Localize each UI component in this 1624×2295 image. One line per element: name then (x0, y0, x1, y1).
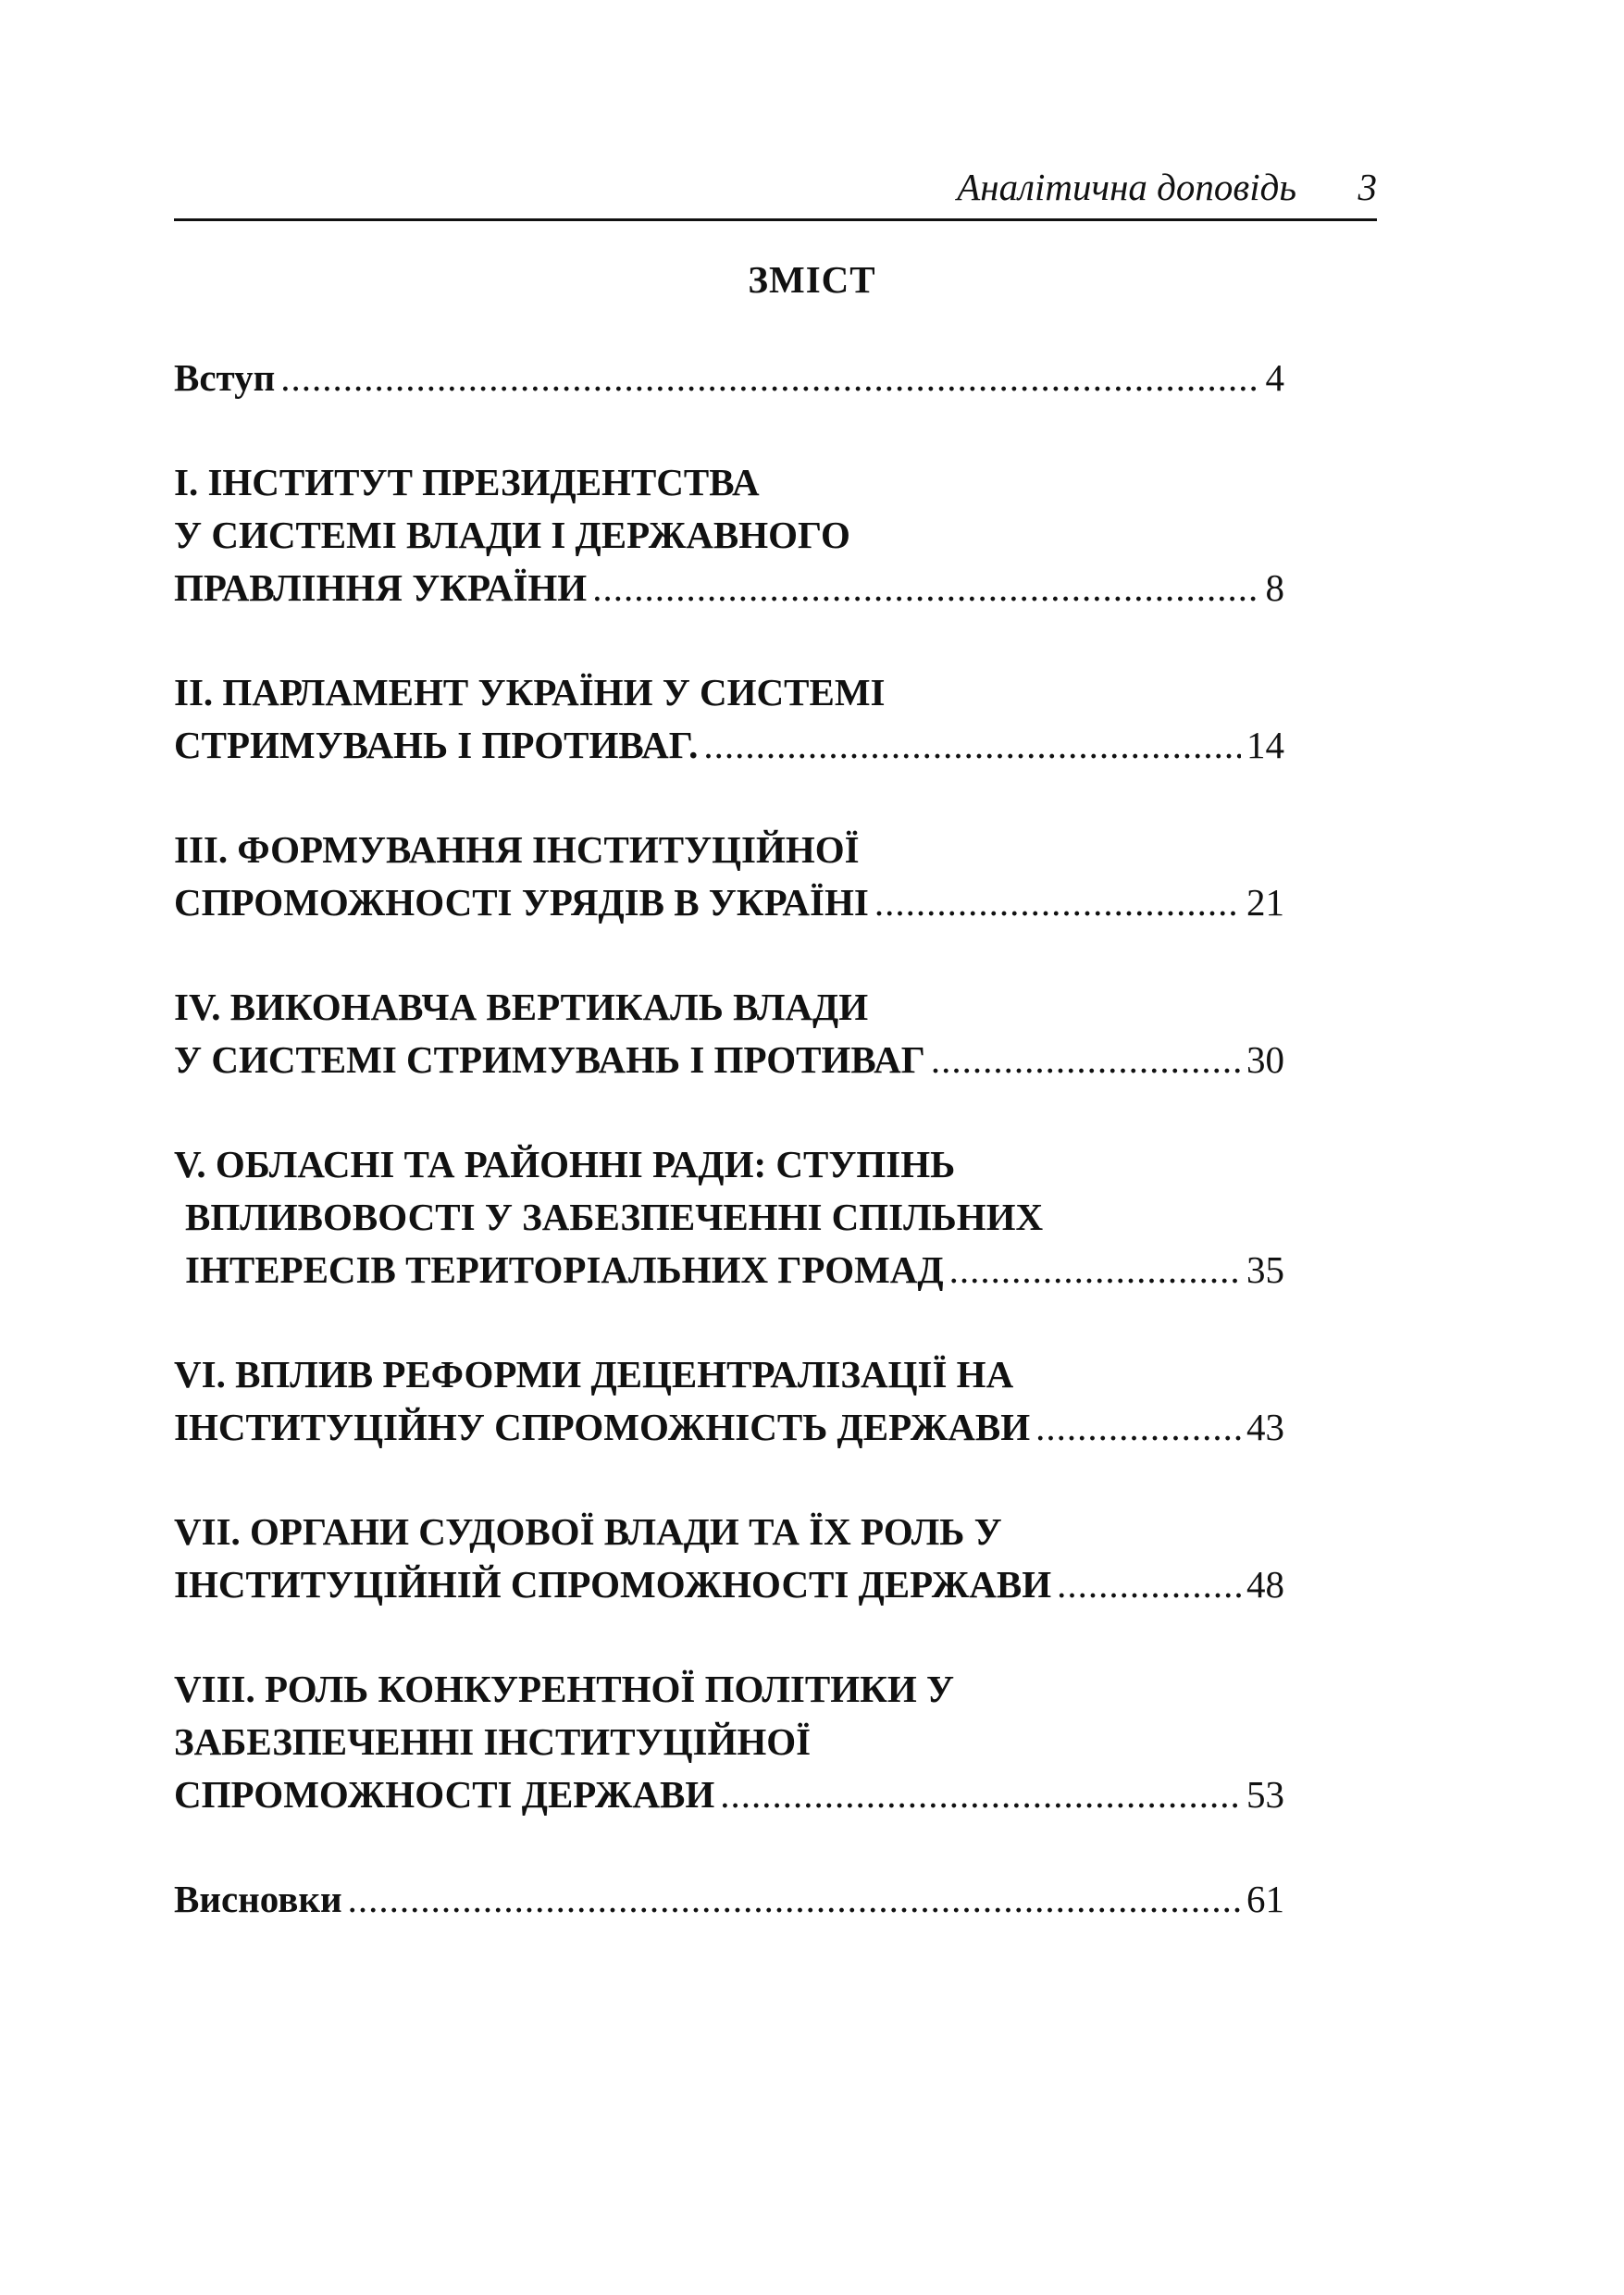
toc-entry-label: СТРИМУВАНЬ І ПРОТИВАГ. (174, 724, 699, 766)
running-header (174, 165, 1377, 220)
toc-entry-label: СПРОМОЖНОСТІ ДЕРЖАВИ (174, 1773, 715, 1816)
toc-entry-section-8[interactable] (174, 1663, 1284, 1821)
toc-page-number: 30 (1246, 1038, 1284, 1081)
toc-entry-line: VIII. РОЛЬ КОНКУРЕНТНОЇ ПОЛІТИКИ У (174, 1668, 955, 1710)
dot-leader (931, 1034, 1241, 1086)
dot-leader (592, 562, 1259, 614)
toc-entry-line: V. ОБЛАСНІ ТА РАЙОННІ РАДИ: СТУПІНЬ (174, 1143, 956, 1185)
toc-title: ЗМІСТ (748, 258, 876, 301)
dot-leader (703, 719, 1241, 772)
dot-leader (348, 1873, 1241, 1926)
toc-entry-line: VI. ВПЛИВ РЕФОРМИ ДЕЦЕНТРАЛІЗАЦІЇ НА (174, 1353, 1014, 1396)
toc-entry-section-7[interactable] (174, 1506, 1284, 1611)
toc-page-number: 14 (1246, 724, 1284, 766)
toc-entry-line: ВПЛИВОВОСТІ У ЗАБЕЗПЕЧЕННІ СПІЛЬНИХ (185, 1196, 1044, 1238)
toc-entry-label: ІНСТИТУЦІЙНУ СПРОМОЖНІСТЬ ДЕРЖАВИ (174, 1406, 1031, 1448)
toc-page-number: 48 (1246, 1563, 1284, 1606)
header-page-number: 3 (1357, 166, 1377, 208)
dot-leader (280, 352, 1259, 404)
toc-entry-line: IV. ВИКОНАВЧА ВЕРТИКАЛЬ ВЛАДИ (174, 986, 869, 1028)
toc-page-number: 43 (1246, 1406, 1284, 1448)
dot-leader (874, 876, 1241, 929)
header-title: Аналітична доповідь (957, 166, 1296, 208)
toc-entry-label: Висновки (174, 1878, 342, 1920)
toc-entry-label: Вступ (174, 356, 276, 399)
toc-entry-line: І. ІНСТИТУТ ПРЕЗИДЕНТСТВА (174, 461, 760, 503)
toc-page-number: 61 (1246, 1878, 1284, 1920)
toc-entry-line: ЗАБЕЗПЕЧЕННІ ІНСТИТУЦІЙНОЇ (174, 1720, 812, 1763)
toc-entry-line: ІІІ. ФОРМУВАННЯ ІНСТИТУЦІЙНОЇ (174, 828, 860, 871)
toc-entry-line: ІІ. ПАРЛАМЕНТ УКРАЇНИ У СИСТЕМІ (174, 671, 886, 713)
toc-entry-section-6[interactable] (174, 1348, 1284, 1454)
toc-entry-intro[interactable] (174, 352, 1284, 404)
toc-entry-label: ІНТЕРЕСІВ ТЕРИТОРІАЛЬНИХ ГРОМАД (185, 1248, 944, 1291)
toc-page-number: 8 (1265, 566, 1284, 609)
dot-leader (949, 1244, 1241, 1296)
toc-entry-section-1[interactable] (174, 456, 1284, 614)
toc-page-number: 21 (1246, 881, 1284, 924)
dot-leader (1035, 1401, 1241, 1454)
toc-entry-label: У СИСТЕМІ СТРИМУВАНЬ І ПРОТИВАГ (174, 1038, 925, 1081)
toc-page-number: 35 (1246, 1248, 1284, 1291)
toc-page-number: 4 (1265, 356, 1284, 399)
dot-leader (1057, 1558, 1241, 1611)
toc-entry-label: ПРАВЛІННЯ УКРАЇНИ (174, 566, 588, 609)
header-rule (174, 218, 1377, 221)
toc-page-number: 53 (1246, 1773, 1284, 1816)
toc-entry-label: СПРОМОЖНОСТІ УРЯДІВ В УКРАЇНІ (174, 881, 869, 924)
toc-entry-line: VII. ОРГАНИ СУДОВОЇ ВЛАДИ ТА ЇХ РОЛЬ У (174, 1510, 1002, 1553)
toc-entry-section-2[interactable] (174, 666, 1284, 772)
toc-entry-section-4[interactable] (174, 981, 1284, 1086)
toc-entry-line: У СИСТЕМІ ВЛАДИ І ДЕРЖАВНОГО (174, 514, 850, 556)
toc-entry-label: ІНСТИТУЦІЙНІЙ СПРОМОЖНОСТІ ДЕРЖАВИ (174, 1563, 1052, 1606)
toc-entry-conclusions[interactable] (174, 1873, 1284, 1926)
toc-entry-section-3[interactable] (174, 824, 1284, 929)
table-of-contents (174, 352, 1284, 1978)
dot-leader (720, 1768, 1241, 1821)
toc-entry-section-5[interactable] (174, 1138, 1284, 1296)
